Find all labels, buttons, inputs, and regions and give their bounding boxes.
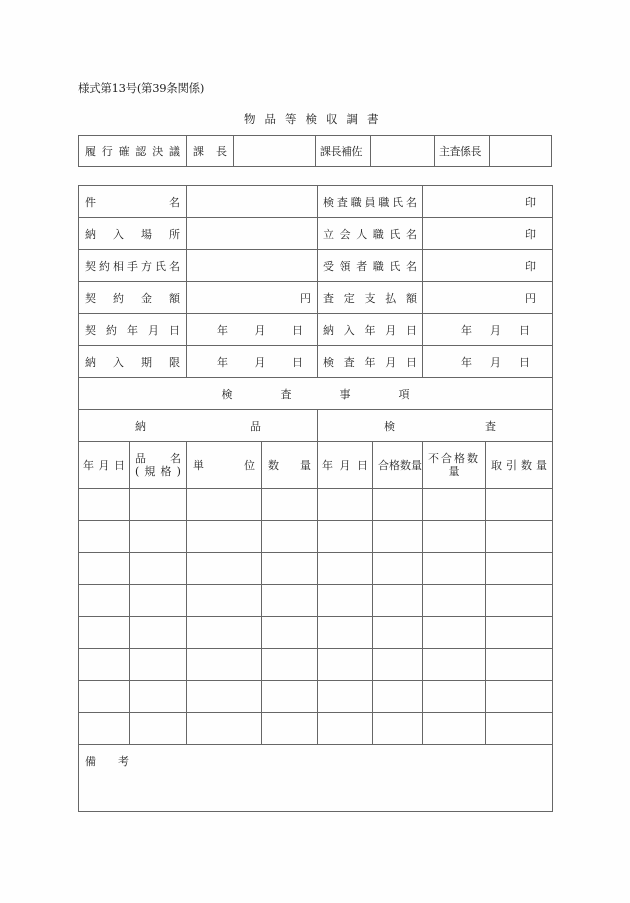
char: 年 bbox=[461, 323, 472, 337]
table-cell[interactable] bbox=[79, 681, 130, 713]
date-label bbox=[318, 346, 423, 378]
table-cell[interactable] bbox=[130, 585, 187, 617]
char: 日 bbox=[114, 459, 125, 472]
info-label bbox=[318, 218, 423, 250]
char: 日 bbox=[292, 323, 303, 337]
char: 約 bbox=[106, 323, 117, 337]
char: 確 bbox=[118, 145, 130, 158]
char: ( bbox=[135, 465, 140, 478]
char: 年 bbox=[83, 459, 94, 472]
table-cell[interactable] bbox=[130, 713, 187, 745]
char: ) bbox=[176, 465, 181, 478]
table-cell[interactable] bbox=[79, 521, 130, 553]
table-cell[interactable] bbox=[373, 585, 423, 617]
col-inspection-date bbox=[318, 442, 373, 489]
table-cell[interactable] bbox=[262, 649, 318, 681]
table-cell[interactable] bbox=[318, 713, 373, 745]
char: 支 bbox=[364, 291, 376, 305]
date-label bbox=[79, 314, 187, 346]
table-cell[interactable] bbox=[423, 585, 486, 617]
date-value-field[interactable] bbox=[187, 314, 318, 346]
char: 額 bbox=[169, 291, 180, 305]
col-failed-quantity: 不合格数 量 bbox=[423, 442, 486, 489]
char: 年 bbox=[217, 323, 228, 337]
char: 行 bbox=[101, 145, 113, 158]
table-cell[interactable] bbox=[262, 553, 318, 585]
col-quantity bbox=[262, 442, 318, 489]
table-cell[interactable] bbox=[79, 649, 130, 681]
kacho-label bbox=[187, 136, 234, 167]
table-cell[interactable] bbox=[423, 489, 486, 521]
char: 査 bbox=[280, 387, 292, 401]
char: 査 bbox=[323, 291, 334, 305]
table-cell[interactable] bbox=[373, 489, 423, 521]
char: 月 bbox=[254, 323, 266, 337]
char: 約 bbox=[99, 259, 110, 273]
table-cell[interactable] bbox=[187, 713, 262, 745]
char: 額 bbox=[406, 291, 417, 305]
table-cell[interactable] bbox=[187, 489, 262, 521]
info-label bbox=[79, 218, 187, 250]
char: 人 bbox=[356, 227, 368, 241]
info-value-field[interactable] bbox=[187, 186, 318, 218]
char: 量 bbox=[536, 459, 547, 472]
table-cell[interactable] bbox=[318, 649, 373, 681]
char: 職 bbox=[350, 195, 362, 209]
execution-confirmation-label bbox=[79, 136, 187, 167]
char: 契 bbox=[85, 259, 96, 273]
kacho-hosa-stamp-field[interactable] bbox=[371, 136, 435, 167]
char: 期 bbox=[141, 355, 152, 369]
table-cell[interactable] bbox=[373, 713, 423, 745]
char: 年 bbox=[322, 459, 333, 472]
char: 所 bbox=[169, 227, 180, 241]
table-cell[interactable] bbox=[486, 521, 553, 553]
info-value-field[interactable]: 円 bbox=[187, 282, 318, 314]
char: 日 bbox=[292, 355, 303, 369]
col-item-name bbox=[130, 442, 187, 489]
char: 年 bbox=[461, 355, 472, 369]
table-row bbox=[79, 585, 553, 617]
info-label bbox=[318, 282, 423, 314]
char: 職 bbox=[372, 227, 384, 241]
remarks-field[interactable] bbox=[79, 745, 553, 812]
char: 納 bbox=[85, 355, 96, 369]
date-row bbox=[79, 314, 553, 346]
char: 単 bbox=[193, 459, 204, 472]
char: 課 bbox=[193, 145, 204, 158]
table-cell[interactable] bbox=[79, 713, 130, 745]
char: 入 bbox=[343, 323, 355, 337]
char: 名 bbox=[405, 195, 417, 209]
char: 量 bbox=[411, 459, 422, 472]
table-cell[interactable] bbox=[187, 649, 262, 681]
table-cell[interactable] bbox=[79, 489, 130, 521]
char: 金 bbox=[141, 291, 152, 305]
date-value-field[interactable] bbox=[187, 346, 318, 378]
delivery-group-header bbox=[79, 410, 318, 442]
kacho-stamp-field[interactable] bbox=[234, 136, 316, 167]
table-cell[interactable] bbox=[486, 649, 553, 681]
char: 入 bbox=[113, 355, 124, 369]
table-cell[interactable] bbox=[318, 553, 373, 585]
char: 年 bbox=[364, 355, 376, 369]
char: 検 bbox=[384, 419, 395, 433]
char: 検 bbox=[323, 195, 334, 209]
table-row bbox=[79, 489, 553, 521]
char: 引 bbox=[506, 459, 517, 472]
char: 立 bbox=[323, 227, 334, 241]
table-cell[interactable] bbox=[423, 649, 486, 681]
char: 履 bbox=[85, 145, 96, 158]
info-label bbox=[79, 250, 187, 282]
table-row bbox=[79, 521, 553, 553]
char: 氏 bbox=[389, 227, 401, 241]
form-number: 様式第13号(第39条関係) bbox=[78, 81, 205, 95]
char: 査 bbox=[336, 195, 348, 209]
table-cell[interactable] bbox=[486, 489, 553, 521]
info-value-field[interactable]: 印 bbox=[423, 250, 553, 282]
char: 名 bbox=[405, 259, 417, 273]
info-row bbox=[79, 282, 553, 314]
char: 受 bbox=[323, 259, 334, 273]
table-cell[interactable] bbox=[486, 585, 553, 617]
table-cell[interactable] bbox=[262, 585, 318, 617]
char: 日 bbox=[519, 355, 530, 369]
char: 会 bbox=[339, 227, 351, 241]
table-cell[interactable] bbox=[318, 681, 373, 713]
table-cell[interactable] bbox=[79, 617, 130, 649]
char: 月 bbox=[490, 323, 501, 337]
char: 者 bbox=[356, 259, 368, 273]
table-cell[interactable] bbox=[187, 553, 262, 585]
col-passed-quantity bbox=[373, 442, 423, 489]
table-cell[interactable] bbox=[486, 553, 553, 585]
info-row bbox=[79, 250, 553, 282]
table-cell[interactable] bbox=[187, 521, 262, 553]
table-cell[interactable] bbox=[79, 585, 130, 617]
char: 領 bbox=[339, 259, 351, 273]
table-cell[interactable] bbox=[130, 553, 187, 585]
char: 長 bbox=[216, 145, 227, 158]
info-row bbox=[79, 186, 553, 218]
char: 件 bbox=[85, 195, 96, 209]
char: 年 bbox=[364, 323, 376, 337]
table-cell[interactable] bbox=[373, 617, 423, 649]
inspection-items-header bbox=[79, 378, 553, 410]
info-label bbox=[318, 250, 423, 282]
date-label bbox=[79, 346, 187, 378]
kacho-hosa-label: 課長補佐 bbox=[316, 136, 371, 167]
char: 規 bbox=[144, 465, 156, 478]
table-cell[interactable] bbox=[423, 521, 486, 553]
table-cell[interactable] bbox=[373, 521, 423, 553]
info-row bbox=[79, 218, 553, 250]
date-value-field[interactable] bbox=[423, 314, 553, 346]
char: 検 bbox=[323, 355, 334, 369]
char: 量 bbox=[300, 459, 311, 472]
char: 納 bbox=[135, 419, 146, 433]
info-label bbox=[318, 186, 423, 218]
table-cell[interactable] bbox=[423, 617, 486, 649]
char: 納 bbox=[85, 227, 96, 241]
info-label bbox=[79, 186, 187, 218]
char: 氏 bbox=[392, 195, 404, 209]
table-row bbox=[79, 649, 553, 681]
date-value-field[interactable] bbox=[423, 346, 553, 378]
char: 項 bbox=[398, 387, 410, 401]
char: 査 bbox=[343, 355, 355, 369]
table-cell[interactable] bbox=[130, 681, 187, 713]
table-cell[interactable] bbox=[486, 713, 553, 745]
char: 月 bbox=[98, 459, 110, 472]
table-row bbox=[79, 681, 553, 713]
char: 事 bbox=[339, 387, 351, 401]
table-cell[interactable] bbox=[130, 649, 187, 681]
char: 約 bbox=[113, 291, 124, 305]
info-value-field[interactable]: 印 bbox=[423, 218, 553, 250]
table-cell[interactable] bbox=[318, 617, 373, 649]
char: 払 bbox=[385, 291, 397, 305]
char: 数 bbox=[400, 459, 411, 472]
table-row bbox=[79, 617, 553, 649]
shusa-kakaricho-stamp-field[interactable] bbox=[490, 136, 552, 167]
approval-table bbox=[78, 135, 552, 167]
char: 氏 bbox=[389, 259, 401, 273]
char: 職 bbox=[378, 195, 390, 209]
char: 認 bbox=[135, 145, 147, 158]
char: 手 bbox=[127, 259, 138, 273]
char: 数 bbox=[268, 459, 279, 472]
char: 合 bbox=[378, 459, 389, 472]
char: 月 bbox=[490, 355, 501, 369]
col-trade-quantity bbox=[486, 442, 553, 489]
char: 品 bbox=[250, 419, 261, 433]
char: 場 bbox=[141, 227, 152, 241]
remarks-label: 備考 bbox=[85, 755, 151, 768]
char: 年 bbox=[127, 323, 138, 337]
char: 名 bbox=[170, 452, 181, 465]
char: 月 bbox=[385, 323, 397, 337]
char: 取 bbox=[491, 459, 502, 472]
col-date bbox=[79, 442, 130, 489]
table-cell[interactable] bbox=[187, 585, 262, 617]
char: 位 bbox=[244, 459, 255, 472]
info-value-field[interactable] bbox=[187, 250, 318, 282]
date-label bbox=[318, 314, 423, 346]
char: 方 bbox=[141, 259, 152, 273]
info-value-field[interactable] bbox=[187, 218, 318, 250]
char: 品 bbox=[135, 452, 146, 465]
char: 検 bbox=[221, 387, 233, 401]
table-cell[interactable] bbox=[262, 521, 318, 553]
char: 議 bbox=[168, 145, 180, 158]
table-cell[interactable] bbox=[130, 617, 187, 649]
table-row bbox=[79, 553, 553, 585]
table-cell[interactable] bbox=[262, 489, 318, 521]
table-cell[interactable] bbox=[262, 617, 318, 649]
char: 日 bbox=[406, 355, 417, 369]
info-label bbox=[79, 282, 187, 314]
char: 数 bbox=[521, 459, 532, 472]
document-title: 物品等検収調書 bbox=[244, 112, 388, 126]
char: 契 bbox=[85, 323, 96, 337]
table-cell[interactable] bbox=[318, 521, 373, 553]
shusa-kakaricho-label: 主査係長 bbox=[435, 136, 490, 167]
char: 決 bbox=[152, 145, 164, 158]
inspection-group-header bbox=[318, 410, 553, 442]
char: 氏 bbox=[155, 259, 166, 273]
info-value-field[interactable]: 円 bbox=[423, 282, 553, 314]
char: 格 bbox=[389, 459, 400, 472]
table-cell[interactable] bbox=[79, 553, 130, 585]
char: 日 bbox=[169, 323, 180, 337]
char: 入 bbox=[113, 227, 124, 241]
table-cell[interactable] bbox=[130, 489, 187, 521]
table-cell[interactable] bbox=[486, 681, 553, 713]
char: 月 bbox=[148, 323, 159, 337]
info-value-field[interactable]: 印 bbox=[423, 186, 553, 218]
table-cell[interactable] bbox=[423, 713, 486, 745]
table-cell[interactable] bbox=[318, 489, 373, 521]
char: 月 bbox=[254, 355, 266, 369]
col-unit bbox=[187, 442, 262, 489]
table-cell[interactable] bbox=[373, 553, 423, 585]
table-cell[interactable] bbox=[423, 681, 486, 713]
char: 納 bbox=[323, 323, 334, 337]
inspection-table bbox=[78, 185, 553, 812]
char: 名 bbox=[405, 227, 417, 241]
table-cell[interactable] bbox=[262, 681, 318, 713]
char: 年 bbox=[217, 355, 228, 369]
table-cell[interactable] bbox=[262, 713, 318, 745]
char: 月 bbox=[339, 459, 351, 472]
table-cell[interactable] bbox=[423, 553, 486, 585]
char: 職 bbox=[372, 259, 384, 273]
table-cell[interactable] bbox=[373, 681, 423, 713]
table-cell[interactable] bbox=[486, 617, 553, 649]
table-cell[interactable] bbox=[187, 617, 262, 649]
table-cell[interactable] bbox=[318, 585, 373, 617]
char: 定 bbox=[343, 291, 355, 305]
char: 限 bbox=[169, 355, 180, 369]
char: 相 bbox=[113, 259, 124, 273]
table-cell[interactable] bbox=[130, 521, 187, 553]
char: 格 bbox=[160, 465, 172, 478]
char: 日 bbox=[406, 323, 417, 337]
table-cell[interactable] bbox=[187, 681, 262, 713]
char: 査 bbox=[485, 419, 497, 433]
table-row bbox=[79, 713, 553, 745]
table-cell[interactable] bbox=[373, 649, 423, 681]
char: 日 bbox=[519, 323, 530, 337]
char: 名 bbox=[169, 259, 180, 273]
char: 日 bbox=[357, 459, 368, 472]
char: 名 bbox=[169, 195, 180, 209]
char: 契 bbox=[85, 291, 96, 305]
date-row bbox=[79, 346, 553, 378]
char: 員 bbox=[364, 195, 376, 209]
char: 月 bbox=[385, 355, 397, 369]
